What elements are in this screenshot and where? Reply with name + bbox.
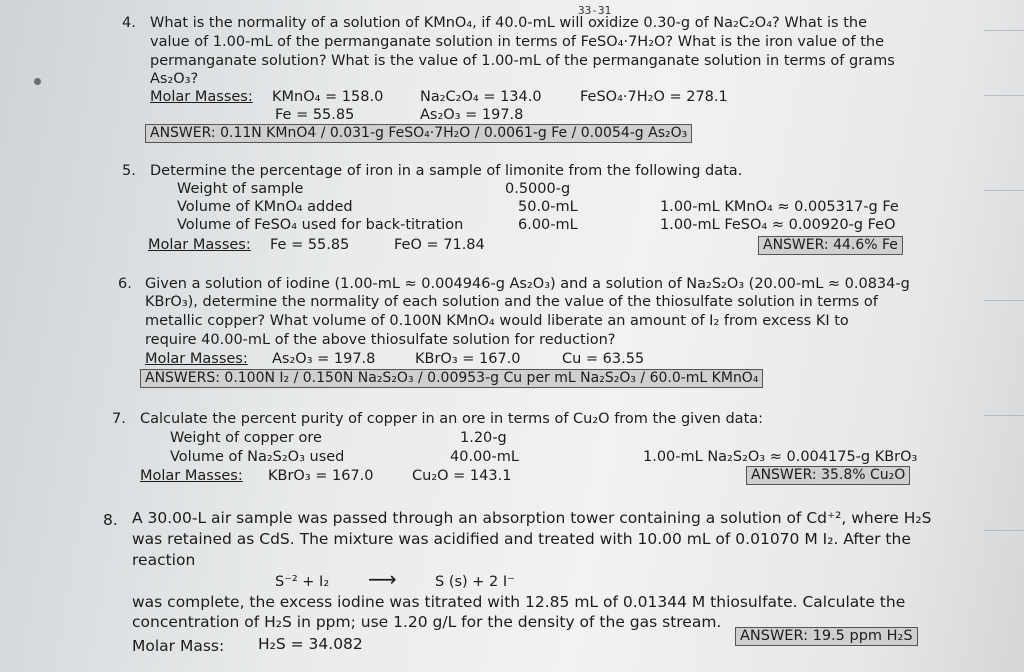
page-edge-line	[984, 30, 1024, 31]
binder-hole	[34, 78, 41, 85]
q8-reaction-right: S (s) + 2 I⁻	[435, 574, 515, 590]
q8-reaction-arrow: ⟶	[368, 567, 397, 591]
q7-weight-label: Weight of copper ore	[170, 430, 322, 446]
q5-kmno4-label: Volume of KMnO₄ added	[177, 199, 353, 215]
q8-number: 8.	[103, 511, 118, 529]
q8-molar-mass-label: Molar Mass:	[132, 637, 225, 655]
q6-line-3: metallic copper? What volume of 0.100N KMnO₄ would liberate an amount of I₂ from excess KI to	[145, 313, 849, 329]
q7-na2s2o3-label: Volume of Na₂S₂O₃ used	[170, 449, 345, 465]
page-edge-line	[984, 190, 1024, 191]
q5-line: Determine the percentage of iron in a sample of limonite from the following data.	[150, 163, 743, 179]
q5-feso4-value: 6.00-mL	[518, 217, 578, 233]
q4-mm-kmno4: KMnO₄ = 158.0	[272, 89, 384, 105]
q5-molar-masses-label: Molar Masses:	[148, 237, 251, 253]
q5-feso4-label: Volume of FeSO₄ used for back-titration	[177, 217, 464, 233]
handwritten-page-number: 33-31	[578, 4, 612, 17]
q5-kmno4-equiv: 1.00-mL KMnO₄ ≈ 0.005317-g Fe	[660, 199, 899, 215]
q6-line-1: Given a solution of iodine (1.00-mL ≈ 0.004946-g As₂O₃) and a solution of Na₂S₂O₃ (20.00-mL ≈ 0.0834-g	[145, 276, 910, 292]
q8-line-4: was complete, the excess iodine was titrated with 12.85 mL of 0.01344 M thiosulfate. Calculate the	[132, 593, 906, 611]
page-edge-line	[984, 415, 1024, 416]
q4-mm-feso4: FeSO₄·7H₂O = 278.1	[580, 89, 728, 105]
q5-kmno4-value: 50.0-mL	[518, 199, 578, 215]
q6-number: 6.	[118, 276, 132, 292]
q6-mm-kbro3: KBrO₃ = 167.0	[415, 351, 521, 367]
q7-line: Calculate the percent purity of copper in an ore in terms of Cu₂O from the given data:	[140, 411, 764, 427]
page-edge-line	[984, 95, 1024, 96]
q8-line-2: was retained as CdS. The mixture was acidified and treated with 10.00 mL of 0.01070 M I₂. After the	[132, 530, 911, 548]
q7-number: 7.	[112, 411, 126, 427]
q7-molar-masses-label: Molar Masses:	[140, 468, 243, 484]
q5-weight-label: Weight of sample	[177, 181, 304, 197]
q5-answer-box: ANSWER: 44.6% Fe	[758, 236, 903, 255]
q8-reaction-left: S⁻² + I₂	[275, 574, 330, 590]
q7-na2s2o3-equiv: 1.00-mL Na₂S₂O₃ ≈ 0.004175-g KBrO₃	[643, 449, 918, 465]
q4-answer-box: ANSWER: 0.11N KMnO4 / 0.031-g FeSO₄·7H₂O / 0.0061-g Fe / 0.0054-g As₂O₃	[145, 124, 692, 143]
q7-mm-kbro3: KBrO₃ = 167.0	[268, 468, 374, 484]
q7-mm-cu2o: Cu₂O = 143.1	[412, 468, 512, 484]
q8-answer-box: ANSWER: 19.5 ppm H₂S	[735, 627, 918, 646]
q6-answer-box: ANSWERS: 0.100N I₂ / 0.150N Na₂S₂O₃ / 0.00953-g Cu per mL Na₂S₂O₃ / 60.0-mL KMnO₄	[140, 369, 763, 388]
q8-line-1: A 30.00-L air sample was passed through an absorption tower containing a solution of Cd⁺², where H₂S	[132, 509, 932, 527]
q5-number: 5.	[122, 163, 136, 179]
q8-line-5: concentration of H₂S in ppm; use 1.20 g/L for the density of the gas stream.	[132, 613, 722, 631]
q6-molar-masses-label: Molar Masses:	[145, 351, 248, 367]
q4-line-4: As₂O₃?	[150, 71, 199, 87]
q7-na2s2o3-value: 40.00-mL	[450, 449, 519, 465]
q4-molar-masses-label: Molar Masses:	[150, 89, 253, 105]
q7-answer-box: ANSWER: 35.8% Cu₂O	[746, 466, 910, 485]
q4-mm-as2o3: As₂O₃ = 197.8	[420, 107, 524, 123]
q4-line-1: What is the normality of a solution of KMnO₄, if 40.0-mL will oxidize 0.30-g of Na₂C₂O₄? What is the	[150, 15, 868, 31]
q6-mm-cu: Cu = 63.55	[562, 351, 645, 367]
q5-weight-value: 0.5000-g	[505, 181, 571, 197]
q8-line-3: reaction	[132, 551, 196, 569]
q7-weight-value: 1.20-g	[460, 430, 507, 446]
page-edge-line	[984, 300, 1024, 301]
q6-mm-as2o3: As₂O₃ = 197.8	[272, 351, 376, 367]
q6-line-4: require 40.00-mL of the above thiosulfate solution for reduction?	[145, 332, 616, 348]
q6-line-2: KBrO₃), determine the normality of each solution and the value of the thiosulfate solution in terms of	[145, 294, 878, 310]
q5-mm-feo: FeO = 71.84	[394, 237, 485, 253]
q5-feso4-equiv: 1.00-mL FeSO₄ ≈ 0.00920-g FeO	[660, 217, 896, 233]
q5-mm-fe: Fe = 55.85	[270, 237, 350, 253]
q4-number: 4.	[122, 15, 136, 31]
q4-line-3: permanganate solution? What is the value of 1.00-mL of the permanganate solution in terms of grams	[150, 53, 895, 69]
q4-mm-fe: Fe = 55.85	[275, 107, 355, 123]
q4-line-2: value of 1.00-mL of the permanganate solution in terms of FeSO₄·7H₂O? What is the iron value of the	[150, 34, 884, 50]
q4-mm-na2c2o4: Na₂C₂O₄ = 134.0	[420, 89, 542, 105]
q8-mm-h2s: H₂S = 34.082	[258, 635, 363, 653]
page-edge-line	[984, 530, 1024, 531]
